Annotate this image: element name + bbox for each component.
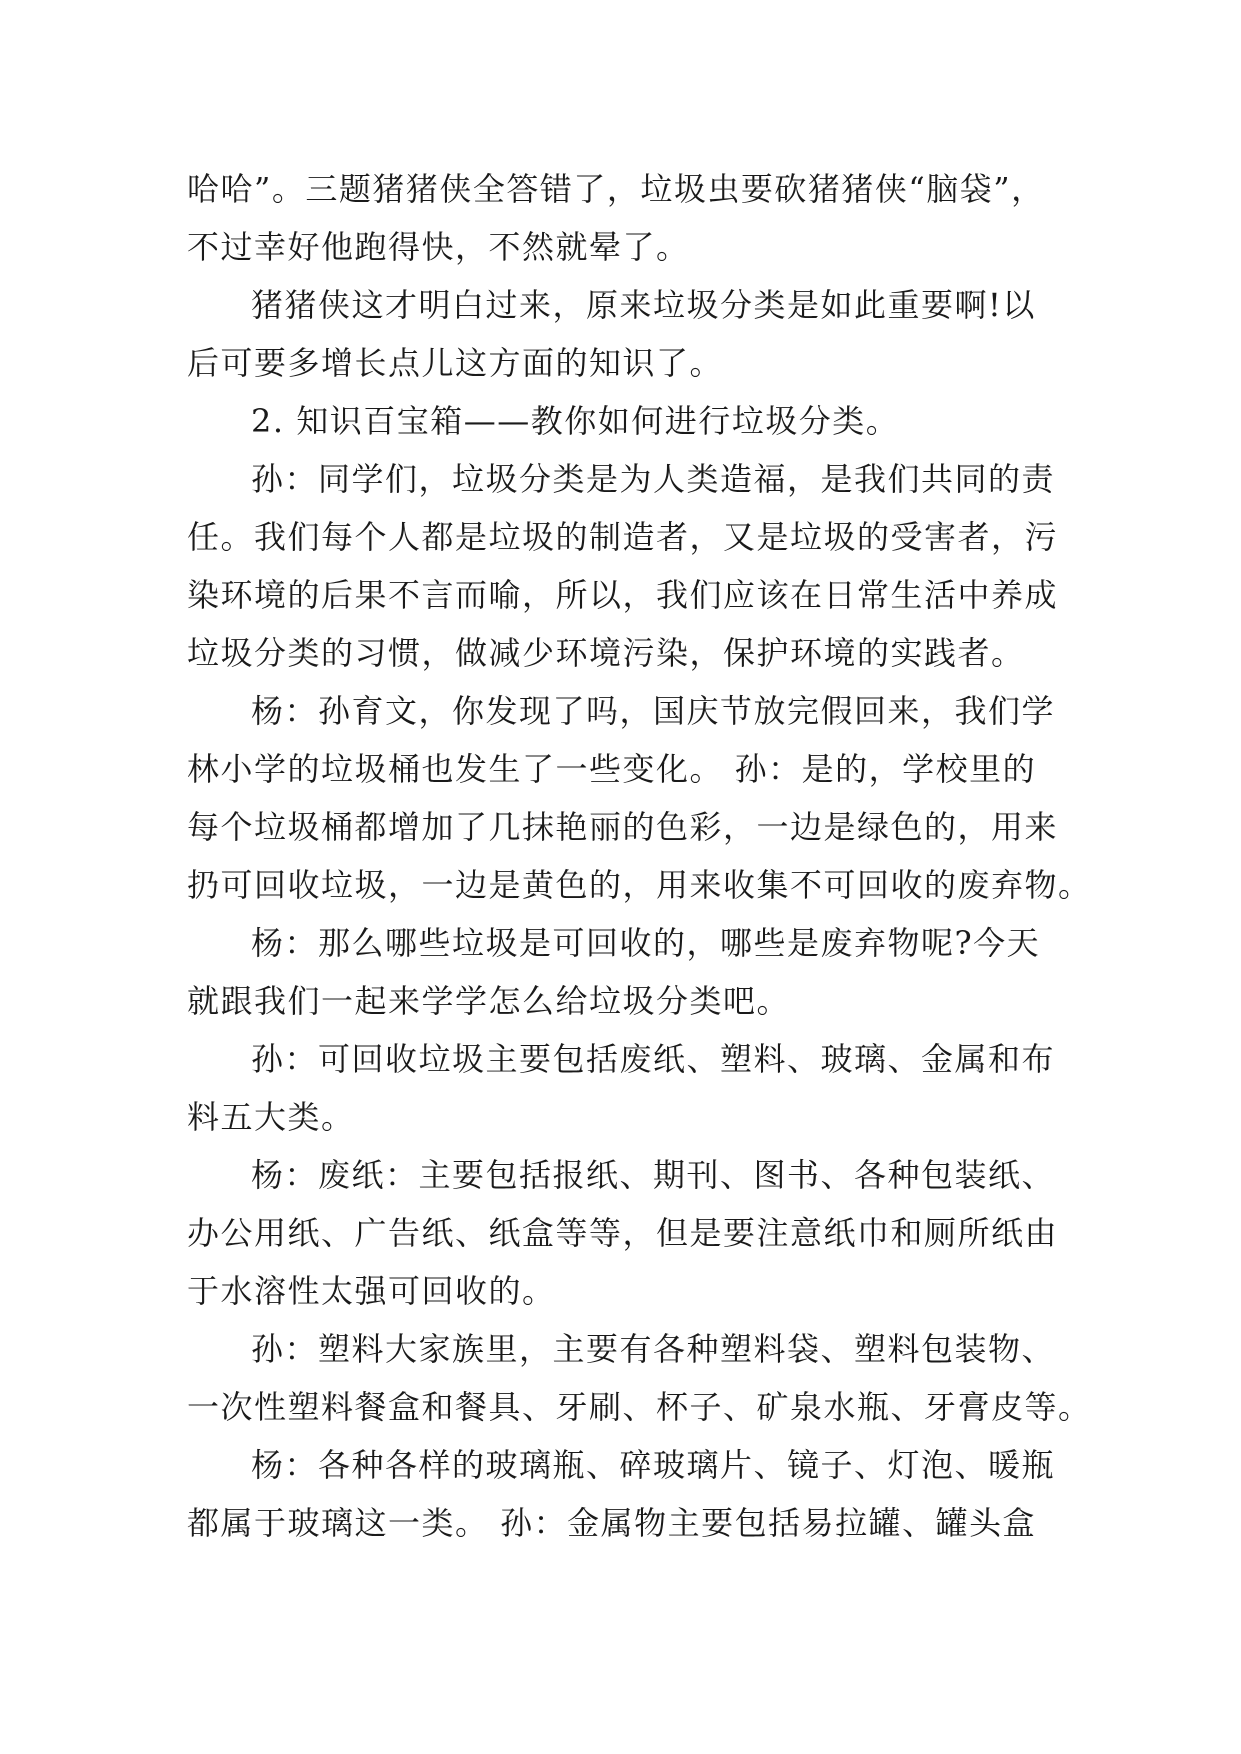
text-line: 一次性塑料餐盒和餐具、牙刷、杯子、矿泉水瓶、牙膏皮等。 bbox=[187, 1388, 1092, 1426]
text-line: 孙：可回收垃圾主要包括废纸、塑料、玻璃、金属和布 bbox=[251, 1040, 1056, 1078]
text-line: 杨：孙育文，你发现了吗，国庆节放完假回来，我们学 bbox=[251, 692, 1056, 730]
document-body bbox=[187, 160, 1092, 1552]
text-line: 办公用纸、广告纸、纸盒等等，但是要注意纸巾和厕所纸由 bbox=[187, 1214, 1059, 1252]
text-line: 都属于玻璃这一类。 孙：金属物主要包括易拉罐、罐头盒 bbox=[187, 1504, 1037, 1542]
text-line: 杨：废纸：主要包括报纸、期刊、图书、各种包装纸、 bbox=[251, 1156, 1056, 1194]
text-line: 扔可回收垃圾，一边是黄色的，用来收集不可回收的废弃物。 bbox=[187, 866, 1092, 904]
text-line: 于水溶性太强可回收的。 bbox=[187, 1272, 556, 1310]
text-line: 任。我们每个人都是垃圾的制造者，又是垃圾的受害者，污 bbox=[187, 518, 1059, 556]
text-line: 孙：同学们，垃圾分类是为人类造福，是我们共同的责 bbox=[251, 460, 1056, 498]
text-line: 垃圾分类的习惯，做减少环境污染，保护环境的实践者。 bbox=[187, 634, 1025, 672]
text-line: 后可要多增长点儿这方面的知识了。 bbox=[187, 344, 724, 382]
text-line: 染环境的后果不言而喻，所以，我们应该在日常生活中养成 bbox=[187, 576, 1059, 614]
text-line: 2. 知识百宝箱——教你如何进行垃圾分类。 bbox=[251, 402, 900, 440]
text-line: 哈哈”。三题猪猪侠全答错了，垃圾虫要砍猪猪侠“脑袋”， bbox=[187, 170, 1045, 208]
text-line: 林小学的垃圾桶也发生了一些变化。 孙：是的，学校里的 bbox=[187, 750, 1037, 788]
text-line: 杨：那么哪些垃圾是可回收的，哪些是废弃物呢?今天 bbox=[251, 924, 1041, 962]
text-line: 每个垃圾桶都增加了几抹艳丽的色彩，一边是绿色的，用来 bbox=[187, 808, 1059, 846]
text-line: 就跟我们一起来学学怎么给垃圾分类吧。 bbox=[187, 982, 791, 1020]
text-line: 料五大类。 bbox=[187, 1098, 355, 1136]
text-line: 不过幸好他跑得快，不然就晕了。 bbox=[187, 228, 690, 266]
text-line: 杨：各种各样的玻璃瓶、碎玻璃片、镜子、灯泡、暖瓶 bbox=[251, 1446, 1056, 1484]
text-line: 孙：塑料大家族里，主要有各种塑料袋、塑料包装物、 bbox=[251, 1330, 1056, 1368]
text-line: 猪猪侠这才明白过来，原来垃圾分类是如此重要啊!以 bbox=[251, 286, 1036, 324]
